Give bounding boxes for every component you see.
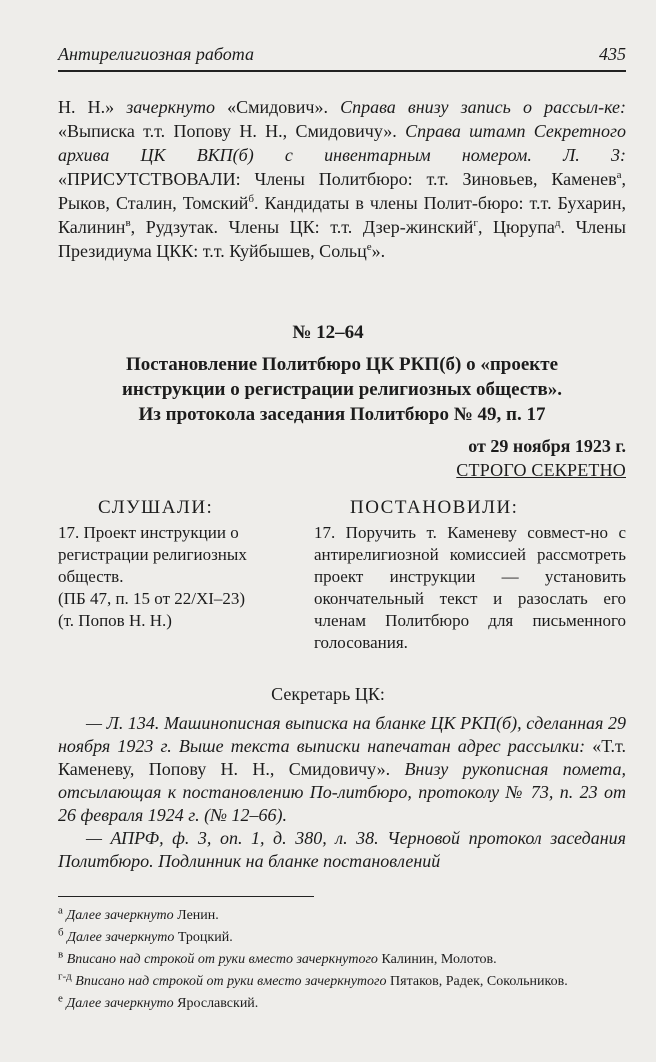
heard-heading: СЛУШАЛИ:	[98, 497, 214, 518]
document-date: от 29 ноября 1923 г.	[468, 436, 626, 456]
footnote	[58, 906, 626, 925]
footnote	[58, 928, 626, 947]
footnote-text: Калинин, Молотов.	[381, 952, 497, 967]
footnote-italic: Вписано над строкой от руки вместо зачеркнутого	[75, 974, 387, 989]
footnotes	[58, 906, 626, 1016]
footnote-italic: Далее зачеркнуто	[66, 996, 174, 1011]
running-title: Антирелигиозная работа	[58, 44, 254, 64]
footnote-mark: б	[248, 193, 255, 205]
title-line: Постановление Политбюро ЦК РКП(б) о «проекте	[125, 354, 559, 375]
footnote-text: Ленин.	[177, 908, 219, 923]
resolved-item: 17. Поручить т. Каменеву совмест-но с антирелигиозной комиссией рассмотреть проект инструкции — установить окончательный текст и разослать его членам Политбюро для письменного голосования.	[314, 523, 626, 652]
footnote	[58, 972, 626, 991]
footnote-text: Ярославский.	[177, 996, 259, 1011]
running-header	[58, 42, 626, 72]
archival-notes	[58, 712, 626, 873]
note-text: «Т.т. Каменеву, Попову Н. Н., Смидовичу».	[58, 736, 626, 779]
intro-text: «ПРИСУТСТВОВАЛИ: Члены Политбюро: т.т. Зиновьев, Каменев	[58, 169, 617, 189]
intro-text: Справа внизу запись о рассыл-ке:	[340, 97, 627, 117]
footnote-text: Пятаков, Радек, Сокольников.	[390, 974, 568, 989]
footnote-mark: а	[616, 169, 622, 181]
note-text: — Л. 134. Машинописная выписка на бланке ЦК РКП(б), сделанная 29 ноября 1923 г. Выше текста выписки напечатан адрес рассылки:	[58, 713, 626, 756]
intro-text: Справа штамп Секретного архива ЦК ВКП(б) с инвентарным номером. Л. 3:	[58, 121, 627, 165]
heard-reference: (ПБ 47, п. 15 от 22/XI–23)	[58, 589, 246, 608]
footnote	[58, 994, 626, 1013]
secretary-signature: Секретарь ЦК:	[271, 684, 385, 704]
footnote-mark: а	[58, 904, 63, 917]
footnote-italic: Далее зачеркнуто	[66, 908, 174, 923]
intro-text: . Кандидаты в члены Полит-бюро: т.т. Бухарин, Калинин	[58, 193, 626, 237]
intro-text: . Члены Президиума ЦКК: т.т. Куйбышев, Сольц	[58, 217, 626, 261]
page-number: 435	[599, 44, 626, 64]
intro-text: , Рыков, Сталин, Томский	[58, 169, 626, 213]
resolved-column	[314, 522, 626, 654]
heard-item: 17. Проект инструкции о регистрации религиозных обществ.	[58, 523, 247, 586]
footnote-mark: г-д	[58, 970, 72, 983]
heard-column	[58, 522, 290, 632]
note-text: Внизу рукописная помета, отсылающая к постановлению По-литбюро, протоколу № 73, п. 23 от 26 февраля 1924 г. (№ 12–66).	[58, 759, 626, 825]
intro-text: , Рудзутак. Члены ЦК: т.т. Дзер-жинский	[130, 217, 474, 237]
heard-speaker: (т. Попов Н. Н.)	[58, 611, 172, 630]
footnote-mark: г	[473, 217, 478, 229]
footnote-mark: е	[58, 992, 63, 1005]
document-number: № 12–64	[292, 322, 364, 343]
intro-text: ».	[371, 241, 386, 261]
archival-note: — АПРФ, ф. 3, оп. 1, д. 380, л. 38. Черновой протокол заседания Политбюро. Подлинник на бланке постановлений	[58, 828, 626, 871]
footnote-mark: в	[58, 948, 64, 961]
footnote-mark: е	[366, 241, 372, 253]
intro-text: «Выписка т.т. Попову Н. Н., Смидовичу».	[58, 121, 397, 141]
footnote-divider	[58, 896, 314, 897]
footnote-mark: в	[125, 217, 131, 229]
footnote-text: Троцкий.	[177, 930, 233, 945]
archival-note	[58, 712, 626, 827]
intro-text: , Цюрупа	[477, 217, 555, 237]
intro-text: зачеркнуто	[126, 97, 215, 117]
classification-stamp: СТРОГО СЕКРЕТНО	[456, 460, 626, 480]
title-line: инструкции о регистрации религиозных обществ».	[121, 379, 563, 400]
footnote	[58, 950, 626, 969]
resolved-heading: ПОСТАНОВИЛИ:	[350, 497, 519, 518]
intro-paragraph	[58, 95, 626, 263]
footnote-italic: Далее зачеркнуто	[67, 930, 175, 945]
footnote-mark: б	[58, 926, 64, 939]
document-title	[58, 352, 626, 427]
intro-text: Н. Н.»	[58, 97, 115, 117]
title-line: Из протокола заседания Политбюро № 49, п. 17	[138, 404, 546, 425]
intro-text: «Смидович».	[227, 97, 328, 117]
footnote-mark: д	[554, 217, 561, 229]
footnote-italic: Вписано над строкой от руки вместо зачеркнутого	[66, 952, 378, 967]
